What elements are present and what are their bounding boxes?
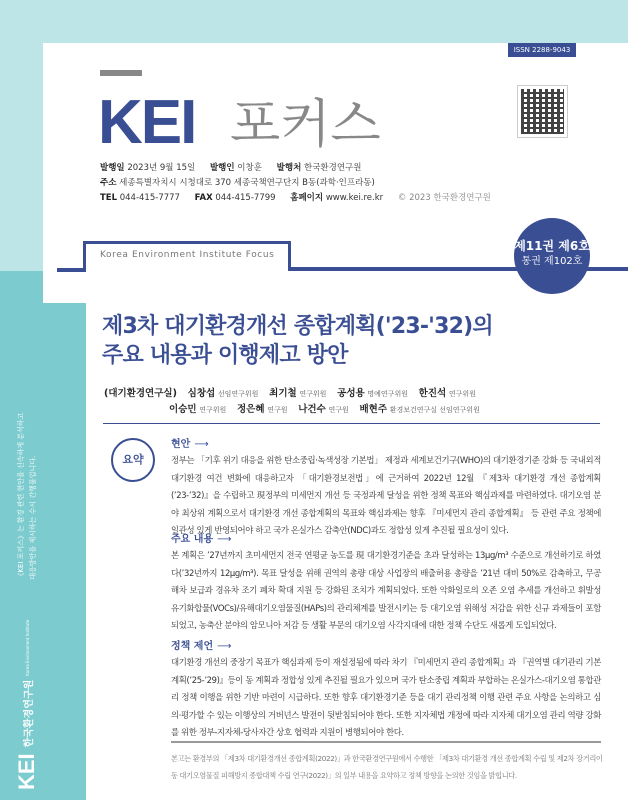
arrow-right-icon: ⟶ (217, 641, 232, 652)
left-band-light (0, 0, 43, 271)
author-role: 선임연구위원 (217, 390, 259, 398)
author-name: 심창섭 (187, 388, 216, 399)
tel: 044-415-7777 (119, 193, 180, 203)
author-role: 연구원 (267, 406, 288, 414)
title-line-2: 주요 내용과 이행제고 방안 (102, 343, 348, 368)
author-name: 이승민 (169, 404, 197, 415)
summary-badge: 요약 (111, 438, 155, 482)
page-title (102, 312, 493, 370)
authors-line-1 (104, 385, 484, 399)
author-name: 정은혜 (237, 404, 265, 415)
addr-label: 주소 (100, 178, 117, 188)
pub-date: 2023년 9월 15일 (127, 163, 196, 173)
author-dept: (대기환경연구실) (104, 388, 177, 399)
org-name: 한국환경연구원 (23, 679, 35, 748)
section-issue (171, 438, 601, 540)
top-band (0, 0, 628, 43)
logo-accent-bar (100, 70, 142, 76)
total-issue-number: 통권 제102호 (521, 256, 583, 267)
addr: 세종특별자치시 시청대로 370 세종국책연구단지 B동(과학·인프라동) (119, 178, 375, 188)
publication-info (100, 162, 361, 174)
source-note: 본고는 환경부의 「제3차 대기환경개선 종합계획(2022)」과 한국환경연구원에서 수행한 「제3차 대기환경 개선 종합계획 수립 및 제2차 장거리이동 대기오염물질 피해방지 종합대책 수립 연구(2022)」의 일부 내용을 요약하고 정책 방향을 논의한 것임을 밝힙니다. (171, 754, 603, 780)
pub-date-label: 발행일 (100, 163, 125, 173)
org-label: 발행처 (276, 163, 302, 173)
section-body: 대기환경 개선의 중장기 목표가 핵심과제 등이 재설정됨에 따라 차기 『미세먼지 관리 종합계획』과 『권역별 대기관리 기본계획(’25-’29)』등이 동 계획과 정합성 있게 추진될 필요가 있으며 국가 탄소중립 계획과 부합하는 온실가스-대기오염 통합관리 정책 이행을 위한 기반 마련이 시급하다. 또한 향후 대기환경기준 등을 대기 관리정책 이행 관련 주요 사항을 논의하고 심의·평가할 수 있는 이행상의 거버넌스 발전이 뒷받침되어야 한다. 또한 지자체법 개정에 따라 지자체 대기오염 관리 역량 강화를 위한 정부-지자체-당사자간 상호 협력과 지원이 병행되어야 한다. (171, 657, 601, 737)
author-name: 최기철 (269, 388, 297, 399)
section-policy-proposal (171, 640, 601, 742)
qr-code-icon[interactable] (517, 85, 568, 138)
note-divider (171, 741, 601, 743)
arrow-right-icon: ⟶ (194, 439, 209, 450)
logo-focus: 포커스 (230, 95, 381, 155)
website-link[interactable]: www.kei.re.kr (325, 193, 384, 203)
description-line-1: 《KEI 포커스》는 환경 관련 현안을 신속하게 분석하고 (17, 412, 25, 580)
web-label: 홈페이지 (290, 193, 324, 203)
fax-label: FAX (194, 193, 213, 203)
address-info (100, 177, 375, 189)
tel-label: TEL (100, 193, 118, 203)
left-band-dark-inner (43, 303, 86, 800)
fax: 044-415-7799 (215, 193, 276, 203)
contact-info (100, 192, 491, 204)
author-role: 명예연구위원 (367, 390, 408, 398)
section-heading: 현안 (171, 439, 191, 450)
arrow-right-icon: ⟶ (217, 534, 232, 545)
logo-kei: KEI (98, 88, 196, 157)
author-role: 연구위원 (448, 390, 476, 398)
author-role: 연구원 (328, 406, 349, 414)
title-line-1: 제3차 대기환경개선 종합계획('23-'32)의 (102, 314, 493, 339)
publisher-label: 발행인 (209, 163, 235, 173)
copyright: © 2023 한국환경연구원 (397, 193, 491, 203)
author-role: 연구위원 (199, 406, 227, 414)
section-main-content (171, 533, 601, 635)
publication-description (15, 413, 39, 580)
publisher: 이창훈 (237, 163, 262, 173)
author-name: 한진석 (418, 388, 447, 399)
section-heading: 정책 제언 (171, 641, 214, 652)
description-line-2: 대응방안을 제시하는 수시 간행물입니다. (29, 455, 37, 580)
series-frame-step (57, 268, 86, 272)
series-name: Korea Environment Institute Focus (100, 250, 275, 260)
author-name: 배현주 (359, 404, 387, 415)
volume-number: 제11권 제6호 (514, 239, 590, 253)
kei-logo: KEI (14, 753, 39, 790)
org-name-en: Korea Environment Institute (24, 619, 30, 676)
org: 한국환경연구원 (303, 163, 362, 173)
author-name: 나건수 (298, 404, 326, 415)
author-role: 연구위원 (299, 390, 327, 398)
section-body: 본 계획은 ’27년까지 초미세먼지 전국 연평균 농도를 現 대기환경기준을 초과 달성하는 13μg/m³ 수준으로 개선하기로 하였다(’32년까지 12μg/m³). 목표 달성을 위해 권역의 총량 대상 사업장의 배출허용 총량을 ’21년 대비 50%로 감축하고, 무공해차 보급과 경유차 조기 폐차 확대 지원 등 강화된 조치가 계획되었다. 또한 악화일로의 오존 오염 추세를 개선하고 휘발성 유기화합물(VOCs)/유해대기오염물질(HAPs)의 관리체계를 발전시키는 등 대기오염 위해성 저감을 위한 신규 과제들이 포함되었고, 농축산 분야의 암모니아 저감 등 생활 부문의 대기오염 사각지대에 대한 정책 수단도 새롭게 도입되었다. (171, 550, 601, 630)
sidebar-branding (14, 413, 40, 790)
section-heading: 주요 내용 (171, 534, 214, 545)
authors-line-2 (169, 401, 488, 415)
section-body: 정부는 「기후 위기 대응을 위한 탄소중립·녹색성장 기본법」 제정과 세계보건기구(WHO)의 대기환경기준 강화 등 국내외적 대기환경 여건 변화에 대응하고자 「대기환경보전법」에 근거하여 2022년 12월 『제3차 대기환경 개선 종합계획(’23-’32)』을 수립하고 現정부의 미세먼지 개선 등 국정과제 달성을 위한 정책 목표와 핵심과제를 마련하였다. 대기오염 분야 최상위 계획으로서 대기환경 개선 종합계획의 목표와 핵심과제는 향후 『미세먼지 관리 종합계획』 등 관련 주요 정책에 일관성 있게 반영되어야 하고 국가 온실가스 감축안(NDC)과도 정합성 있게 추진될 필요성이 있다. (171, 455, 601, 535)
issue-badge (514, 218, 590, 294)
author-role: 환경보건연구실 선임연구위원 (389, 406, 480, 414)
author-name: 공성용 (337, 388, 365, 399)
issn-badge: ISSN 2288-9043 (508, 43, 576, 57)
divider (103, 423, 600, 424)
